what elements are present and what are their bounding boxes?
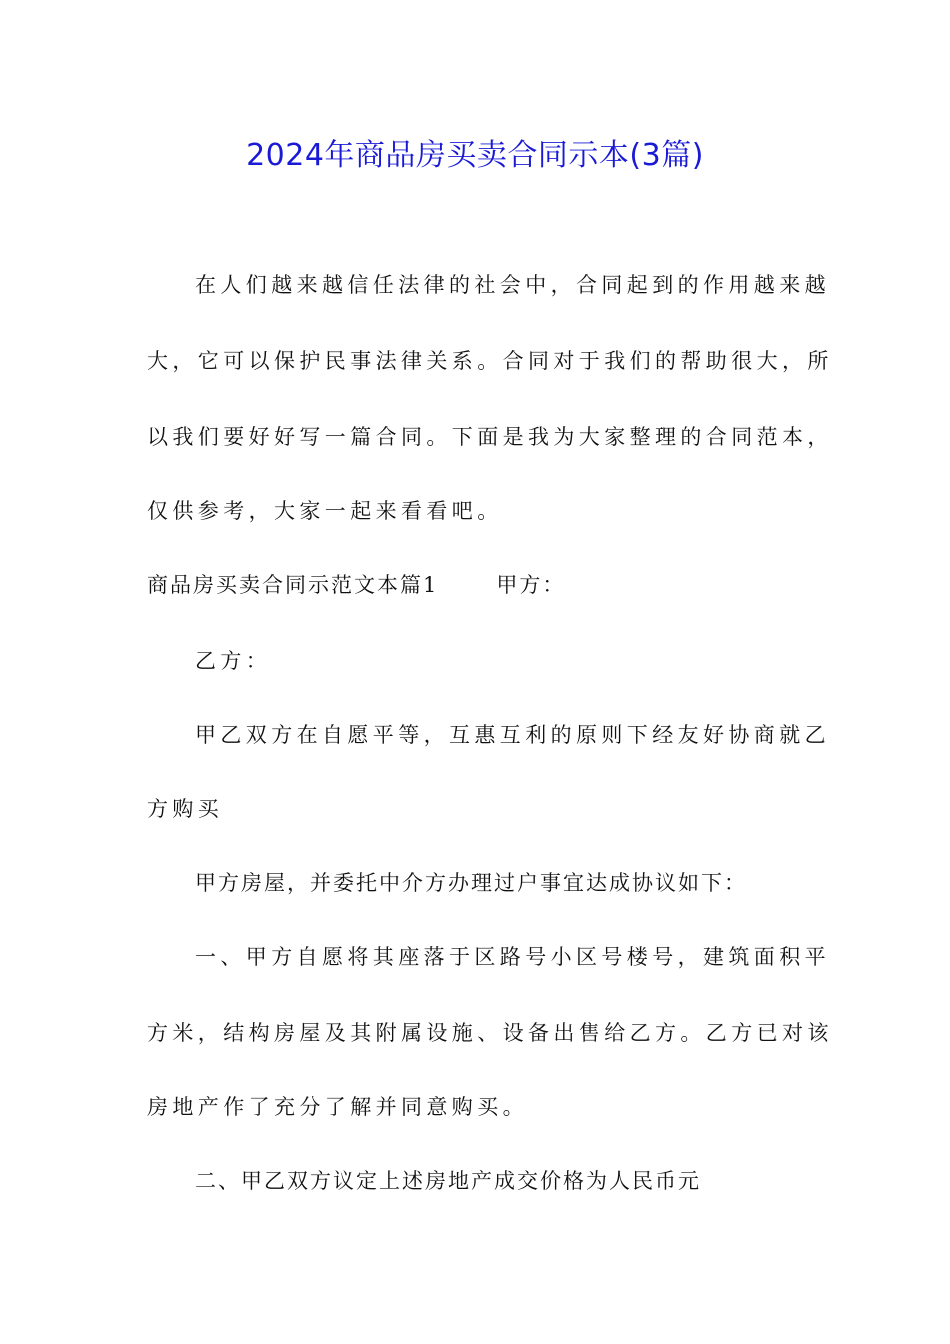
intro-line-1: 在人们越来越信任法律的社会中，合同起到的作用越来越 bbox=[195, 273, 830, 297]
para2-line-2: 方购买 bbox=[147, 797, 224, 821]
party-a-label: 甲方： bbox=[496, 573, 566, 597]
clause1-line-2: 方米，结构房屋及其附属设施、设备出售给乙方。乙方已对该 bbox=[147, 1021, 833, 1045]
para2-line-1: 甲乙双方在自愿平等，互惠互利的原则下经友好协商就乙 bbox=[195, 723, 830, 747]
intro-line-4: 仅供参考，大家一起来看看吧。 bbox=[147, 499, 503, 523]
intro-line-3: 以我们要好好写一篇合同。下面是我为大家整理的合同范本， bbox=[147, 425, 833, 449]
section-heading: 商品房买卖合同示范文本篇1 bbox=[147, 573, 439, 597]
clause1-line-1: 一、甲方自愿将其座落于区路号小区号楼号，建筑面积平 bbox=[195, 945, 830, 969]
document-title: 2024年商品房买卖合同示本(3篇) bbox=[246, 138, 704, 173]
para3-line: 甲方房屋，并委托中介方办理过户事宜达成协议如下： bbox=[195, 871, 747, 895]
clause2-line: 二、甲乙双方议定上述房地产成交价格为人民币元 bbox=[195, 1169, 701, 1193]
clause1-line-3: 房地产作了充分了解并同意购买。 bbox=[147, 1095, 528, 1119]
intro-line-2: 大，它可以保护民事法律关系。合同对于我们的帮助很大，所 bbox=[147, 349, 833, 373]
party-b-label: 乙方： bbox=[195, 649, 272, 673]
section-heading-row bbox=[147, 570, 827, 600]
